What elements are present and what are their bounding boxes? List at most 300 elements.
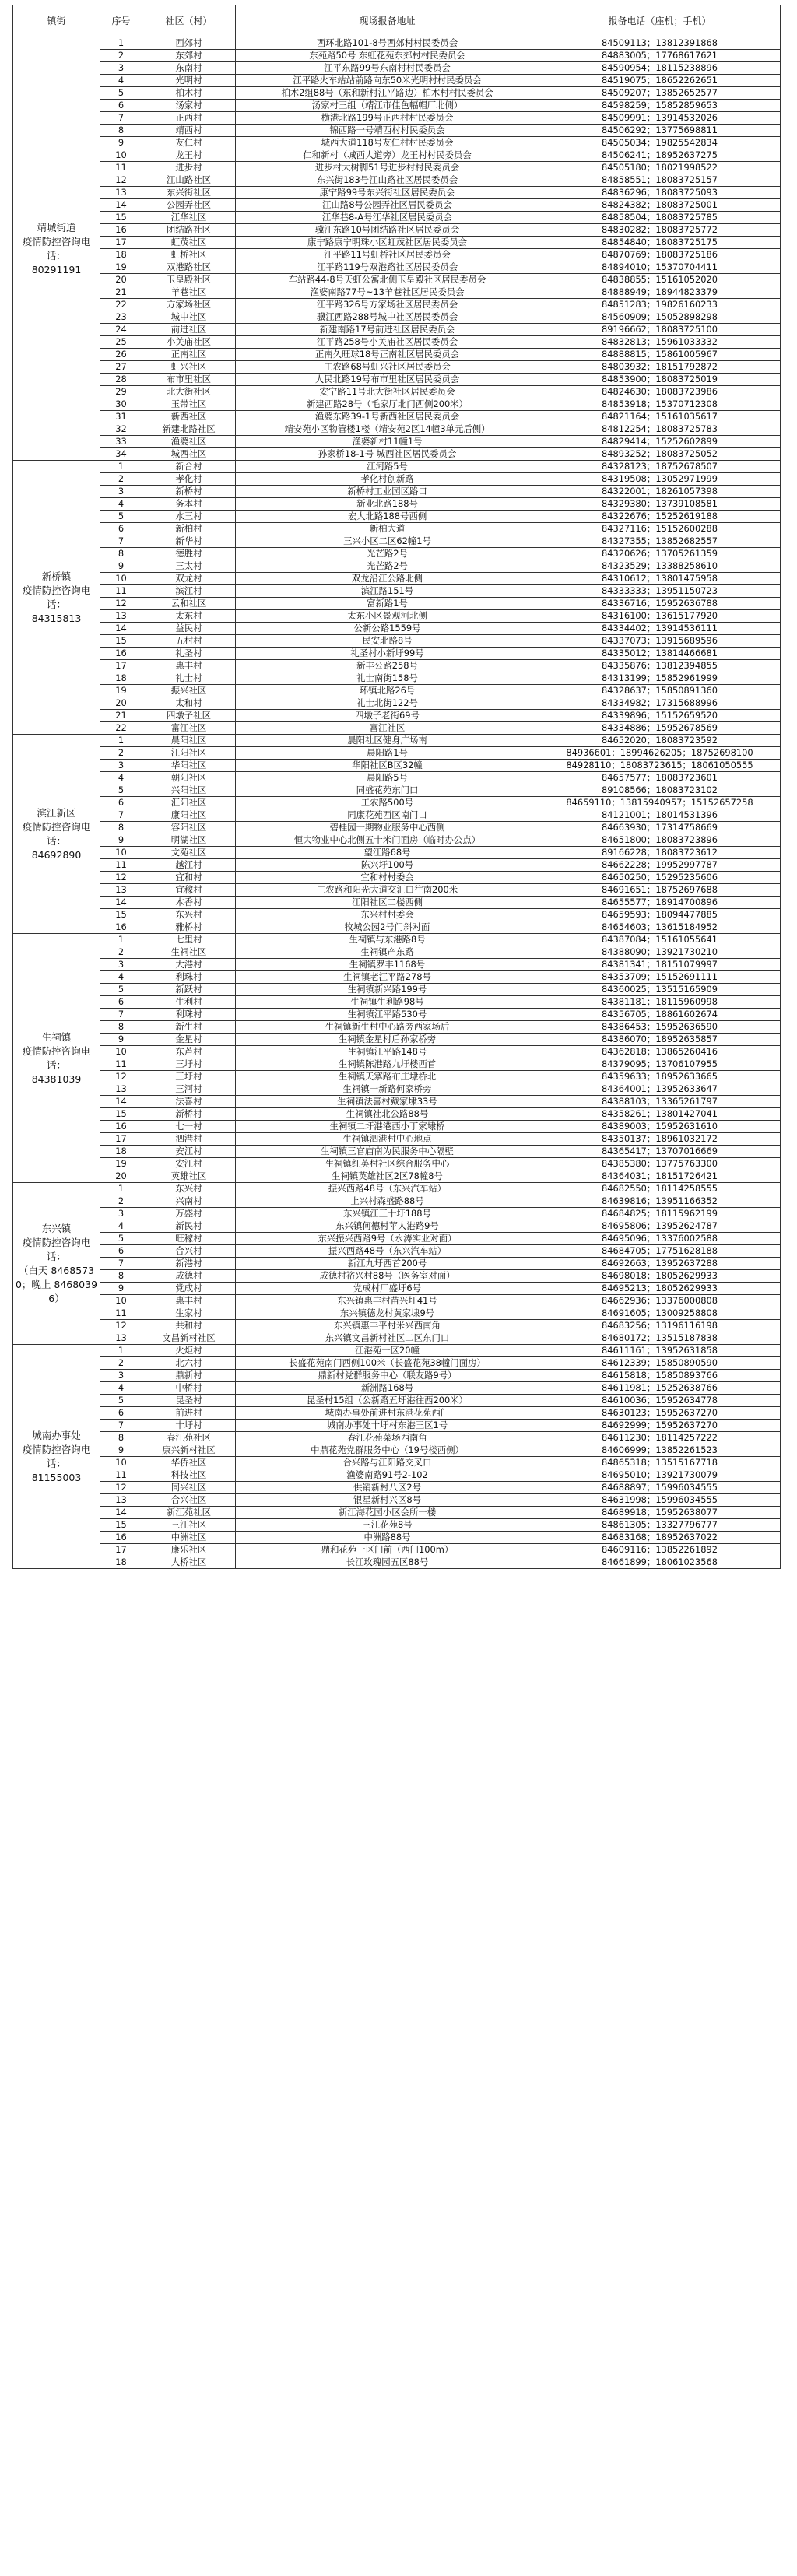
report-phone: 84858551；18083725157 <box>539 174 781 187</box>
report-address: 碧桂园一期物业服务中心西侧 <box>236 822 539 834</box>
report-address: 党成村厂盛圩6号 <box>236 1283 539 1295</box>
community-name: 小关庙社区 <box>142 336 236 349</box>
row-number: 22 <box>100 722 142 735</box>
row-number: 16 <box>100 1121 142 1133</box>
row-number: 5 <box>100 1395 142 1407</box>
row-number: 32 <box>100 423 142 436</box>
report-address: 江平东路99号东南村村民委员会 <box>236 62 539 75</box>
report-address: 车站路44-8号天虹公寓北侧玉皇殿社区居民委员会 <box>236 274 539 286</box>
community-name: 布市里社区 <box>142 374 236 386</box>
row-number: 5 <box>100 1233 142 1245</box>
table-row <box>13 897 781 909</box>
report-phone: 84824382；18083725001 <box>539 199 781 212</box>
report-phone: 84888949；18944823379 <box>539 286 781 299</box>
report-address: 生祠镇新生村中心路旁西家场后 <box>236 1021 539 1034</box>
community-name: 城中社区 <box>142 311 236 324</box>
report-address: 新柏大道 <box>236 523 539 535</box>
table-row <box>13 822 781 834</box>
row-number: 3 <box>100 959 142 971</box>
report-address: 东兴镇德龙村黄家埭9号 <box>236 1307 539 1320</box>
table-row <box>13 473 781 486</box>
row-number: 13 <box>100 1332 142 1345</box>
row-number: 4 <box>100 498 142 511</box>
row-number: 11 <box>100 1307 142 1320</box>
row-number: 10 <box>100 847 142 859</box>
report-address: 昆圣村15组（公新路五圩港往西200米） <box>236 1395 539 1407</box>
report-phone: 84310612；13801475958 <box>539 573 781 585</box>
report-phone: 84611981；15252638766 <box>539 1382 781 1395</box>
report-address: 成德村裕兴村88号（医务室对面） <box>236 1270 539 1283</box>
community-name: 东芦村 <box>142 1046 236 1058</box>
report-phone: 84838855；15161052020 <box>539 274 781 286</box>
table-row <box>13 934 781 946</box>
report-address: 民安北路8号 <box>236 635 539 648</box>
report-phone: 84691651；18752697688 <box>539 884 781 897</box>
report-address: 礼士北街122号 <box>236 697 539 710</box>
table-row <box>13 946 781 959</box>
report-phone: 84812254；18083725783 <box>539 423 781 436</box>
row-number: 14 <box>100 623 142 635</box>
report-phone: 84322001；18261057398 <box>539 486 781 498</box>
report-address: 富新路1号 <box>236 598 539 610</box>
table-row <box>13 1382 781 1395</box>
community-name: 新柏村 <box>142 523 236 535</box>
community-name: 旺稼村 <box>142 1233 236 1245</box>
report-address: 宜和村村委会 <box>236 872 539 884</box>
report-address: 新丰公路258号 <box>236 660 539 672</box>
row-number: 8 <box>100 125 142 137</box>
report-phone: 84329380；13739108581 <box>539 498 781 511</box>
table-row <box>13 212 781 224</box>
row-number: 14 <box>100 1507 142 1519</box>
report-phone: 84519075；18652262651 <box>539 75 781 87</box>
community-name: 大桥社区 <box>142 1556 236 1569</box>
report-address: 望江路68号 <box>236 847 539 859</box>
report-phone: 84695096；13376002588 <box>539 1233 781 1245</box>
report-phone: 84883005；17768617621 <box>539 50 781 62</box>
community-name: 北大街社区 <box>142 386 236 398</box>
row-number: 25 <box>100 336 142 349</box>
row-number: 23 <box>100 311 142 324</box>
report-address: 供销新村八区2号 <box>236 1482 539 1494</box>
report-address: 工农路和阳光大道交汇口往南200米 <box>236 884 539 897</box>
report-address: 康宁路康宁明珠小区虹茂社区居民委员会 <box>236 237 539 249</box>
row-number: 17 <box>100 1133 142 1146</box>
table-row <box>13 1146 781 1158</box>
community-name: 利珠村 <box>142 971 236 984</box>
report-address: 江华巷8-A号江华社区居民委员会 <box>236 212 539 224</box>
table-row <box>13 1556 781 1569</box>
community-name: 泗港村 <box>142 1133 236 1146</box>
report-phone: 84893252；18083725052 <box>539 448 781 461</box>
report-address: 东兴镇文昌新村社区二区东门口 <box>236 1332 539 1345</box>
report-phone: 84661899；18061023568 <box>539 1556 781 1569</box>
community-name: 双龙村 <box>142 573 236 585</box>
row-number: 12 <box>100 1482 142 1494</box>
row-number: 12 <box>100 598 142 610</box>
community-name: 十圩村 <box>142 1420 236 1432</box>
table-row <box>13 498 781 511</box>
row-number: 7 <box>100 112 142 125</box>
table-row <box>13 324 781 336</box>
report-phone: 84680172；13515187838 <box>539 1332 781 1345</box>
row-number: 5 <box>100 87 142 100</box>
report-address: 江平路火车站站前路向东50米光明村村民委员会 <box>236 75 539 87</box>
report-phone: 84662936；13376000808 <box>539 1295 781 1307</box>
table-row <box>13 1295 781 1307</box>
town-cell: 滨江新区 疫情防控咨询电话： 84692890 <box>13 735 100 934</box>
report-phone: 84358261；13801427041 <box>539 1108 781 1121</box>
community-name: 三圩村 <box>142 1058 236 1071</box>
report-phone: 84328637；15850891360 <box>539 685 781 697</box>
report-phone: 89108566；18083723102 <box>539 784 781 797</box>
table-row <box>13 635 781 648</box>
report-address: 双龙沿江公路北侧 <box>236 573 539 585</box>
row-number: 30 <box>100 398 142 411</box>
community-name: 康兴新村社区 <box>142 1444 236 1457</box>
community-name: 七一村 <box>142 1121 236 1133</box>
header-community: 社区（村） <box>142 5 236 37</box>
report-address: 锦西路一号靖西村村民委员会 <box>236 125 539 137</box>
report-address: 新业北路188号 <box>236 498 539 511</box>
community-name: 中洲社区 <box>142 1532 236 1544</box>
table-row <box>13 772 781 784</box>
report-phone: 84639816；13951166352 <box>539 1195 781 1208</box>
table-row <box>13 1432 781 1444</box>
table-row <box>13 511 781 523</box>
community-name: 文昌新村社区 <box>142 1332 236 1345</box>
row-number: 17 <box>100 1544 142 1556</box>
table-row <box>13 249 781 261</box>
table-row <box>13 349 781 361</box>
report-address: 生祠镇与东港路8号 <box>236 934 539 946</box>
table-row <box>13 834 781 847</box>
report-phone: 84631998；15996034555 <box>539 1494 781 1507</box>
table-row <box>13 909 781 921</box>
community-name: 文苑社区 <box>142 847 236 859</box>
report-address: 汤家村三组（靖江市佳色幅帽厂北侧） <box>236 100 539 112</box>
community-name: 汤家村 <box>142 100 236 112</box>
report-phone: 84611161；13952631858 <box>539 1345 781 1357</box>
report-address: 礼圣村小新圩99号 <box>236 648 539 660</box>
report-address: 生祠镇新兴路199号 <box>236 984 539 996</box>
report-address: 新江九圩西首200号 <box>236 1258 539 1270</box>
community-name: 五村村 <box>142 635 236 648</box>
report-address: 人民北路19号布市里社区居民委员会 <box>236 374 539 386</box>
community-name: 生祠社区 <box>142 946 236 959</box>
report-phone: 84830282；18083725772 <box>539 224 781 237</box>
row-number: 16 <box>100 921 142 934</box>
row-number: 8 <box>100 1270 142 1283</box>
report-phone: 84505034；19825542834 <box>539 137 781 149</box>
report-phone: 84381341；18151079997 <box>539 959 781 971</box>
report-phone: 84611230；18114257222 <box>539 1432 781 1444</box>
report-phone: 84316100；13615177920 <box>539 610 781 623</box>
report-phone: 84381181；18115960998 <box>539 996 781 1009</box>
report-address: 生祠镇江平路530号 <box>236 1009 539 1021</box>
table-row <box>13 884 781 897</box>
table-row <box>13 648 781 660</box>
row-number: 13 <box>100 187 142 199</box>
report-phone: 84360025；13515165909 <box>539 984 781 996</box>
report-phone: 84386070；18952635857 <box>539 1034 781 1046</box>
table-row <box>13 261 781 274</box>
report-phone: 89196662；18083725100 <box>539 324 781 336</box>
report-phone: 84683256；13196116198 <box>539 1320 781 1332</box>
report-address: 东兴村村委会 <box>236 909 539 921</box>
table-row <box>13 1320 781 1332</box>
report-phone: 84663930；17314758669 <box>539 822 781 834</box>
table-row <box>13 1258 781 1270</box>
report-phone: 84650250；15295235606 <box>539 872 781 884</box>
report-address: 生祠镇陈港路九圩楼西首 <box>236 1058 539 1071</box>
row-number: 14 <box>100 1096 142 1108</box>
community-name: 安江村 <box>142 1158 236 1170</box>
community-name: 公园弄社区 <box>142 199 236 212</box>
table-row <box>13 784 781 797</box>
row-number: 6 <box>100 797 142 809</box>
community-name: 虹茂社区 <box>142 237 236 249</box>
town-cell: 东兴镇 疫情防控咨询电话： （白天 84685730；晚上 84680396） <box>13 1183 100 1345</box>
community-name: 新合村 <box>142 461 236 473</box>
report-phone: 84609116；13852261892 <box>539 1544 781 1556</box>
row-number: 1 <box>100 1345 142 1357</box>
community-name: 兴阳社区 <box>142 784 236 797</box>
report-phone: 84695010；13921730079 <box>539 1469 781 1482</box>
community-name: 共和村 <box>142 1320 236 1332</box>
table-row <box>13 187 781 199</box>
town-cell: 城南办事处 疫情防控咨询电话： 81155003 <box>13 1345 100 1569</box>
report-phone: 84865318；13515167718 <box>539 1457 781 1469</box>
table-row <box>13 1158 781 1170</box>
community-name: 东兴村 <box>142 909 236 921</box>
table-row <box>13 660 781 672</box>
community-name: 生利村 <box>142 996 236 1009</box>
report-phone: 84327116；15152600288 <box>539 523 781 535</box>
header-town: 镇街 <box>13 5 100 37</box>
report-address: 生祠镇泗港村中心地点 <box>236 1133 539 1146</box>
report-address: 新建西路28号（毛家厅北门西侧200米） <box>236 398 539 411</box>
report-address: 孝化村创新路 <box>236 473 539 486</box>
report-phone: 84854840；18083725175 <box>539 237 781 249</box>
report-address: 江平路326号方家场社区居民委员会 <box>236 299 539 311</box>
report-phone: 84334402；13914536111 <box>539 623 781 635</box>
report-phone: 84121001；18014531396 <box>539 809 781 822</box>
table-row <box>13 461 781 473</box>
community-name: 四墩子社区 <box>142 710 236 722</box>
row-number: 14 <box>100 897 142 909</box>
table-row <box>13 162 781 174</box>
report-phone: 84630123；15952637270 <box>539 1407 781 1420</box>
report-address: 生祠镇金星村后孙家桥旁 <box>236 1034 539 1046</box>
report-phone: 84313199；15852961999 <box>539 672 781 685</box>
report-phone: 84829414；15252602899 <box>539 436 781 448</box>
community-name: 三江社区 <box>142 1519 236 1532</box>
community-name: 礼士村 <box>142 672 236 685</box>
table-row <box>13 174 781 187</box>
report-address: 东兴街183号江山路社区居民委员会 <box>236 174 539 187</box>
row-number: 5 <box>100 511 142 523</box>
row-number: 29 <box>100 386 142 398</box>
report-address: 光芒路2号 <box>236 560 539 573</box>
row-number: 31 <box>100 411 142 423</box>
community-name: 宜和村 <box>142 872 236 884</box>
row-number: 1 <box>100 1183 142 1195</box>
table-row <box>13 1332 781 1345</box>
table-row <box>13 610 781 623</box>
table-row <box>13 971 781 984</box>
community-name: 渔婆社区 <box>142 436 236 448</box>
row-number: 15 <box>100 635 142 648</box>
report-address: 礼士南街158号 <box>236 672 539 685</box>
row-number: 1 <box>100 934 142 946</box>
report-address: 陈兴圩100号 <box>236 859 539 872</box>
row-number: 6 <box>100 1407 142 1420</box>
report-phone: 84359633；18952633665 <box>539 1071 781 1083</box>
community-name: 雅桥村 <box>142 921 236 934</box>
table-row <box>13 1195 781 1208</box>
community-name: 新生村 <box>142 1021 236 1034</box>
community-name: 春江苑社区 <box>142 1432 236 1444</box>
report-address: 太东小区景观河北侧 <box>236 610 539 623</box>
row-number: 7 <box>100 1009 142 1021</box>
table-row <box>13 1133 781 1146</box>
row-number: 15 <box>100 1519 142 1532</box>
community-name: 利珠村 <box>142 1009 236 1021</box>
report-address: 银星新村兴区8号 <box>236 1494 539 1507</box>
community-name: 晨阳社区 <box>142 735 236 747</box>
report-phone: 84328123；18752678507 <box>539 461 781 473</box>
community-name: 振兴社区 <box>142 685 236 697</box>
report-address: 晨阳路5号 <box>236 772 539 784</box>
report-phone: 84350137；18961032172 <box>539 1133 781 1146</box>
row-number: 26 <box>100 349 142 361</box>
report-phone: 84851283；19826160233 <box>539 299 781 311</box>
row-number: 14 <box>100 199 142 212</box>
report-address: 安宁路11号北大街社区居民委员会 <box>236 386 539 398</box>
report-address: 上兴村森盛路88号 <box>236 1195 539 1208</box>
report-phone: 84379095；13706107955 <box>539 1058 781 1071</box>
report-phone: 84388090；13921730210 <box>539 946 781 959</box>
row-number: 9 <box>100 560 142 573</box>
report-phone: 84333333；13951150723 <box>539 585 781 598</box>
table-row <box>13 224 781 237</box>
report-phone: 84509991；13914532026 <box>539 112 781 125</box>
table-row <box>13 1083 781 1096</box>
community-name: 进步村 <box>142 162 236 174</box>
row-number: 8 <box>100 548 142 560</box>
report-phone: 84659110；13815940957；15152657258 <box>539 797 781 809</box>
community-name: 新跃村 <box>142 984 236 996</box>
report-phone: 84652020；18083723592 <box>539 735 781 747</box>
report-phone: 84364001；13952633647 <box>539 1083 781 1096</box>
report-address: 光芒路2号 <box>236 548 539 560</box>
row-number: 3 <box>100 760 142 772</box>
table-row <box>13 1507 781 1519</box>
header-phone: 报备电话（座机；手机） <box>539 5 781 37</box>
report-address: 牧城公园2号门斜对面 <box>236 921 539 934</box>
community-name: 江山路社区 <box>142 174 236 187</box>
row-number: 16 <box>100 648 142 660</box>
row-number: 12 <box>100 1071 142 1083</box>
report-address: 骥江西路288号城中社区居民委员会 <box>236 311 539 324</box>
community-name: 兴南村 <box>142 1195 236 1208</box>
row-number: 21 <box>100 710 142 722</box>
header-address: 现场报备地址 <box>236 5 539 37</box>
table-row <box>13 1395 781 1407</box>
report-address: 生祠镇英雄社区2区78幢8号 <box>236 1170 539 1183</box>
table-row <box>13 1370 781 1382</box>
row-number: 11 <box>100 162 142 174</box>
community-name: 新桥村 <box>142 486 236 498</box>
report-phone: 84832813；15961033332 <box>539 336 781 349</box>
table-row <box>13 809 781 822</box>
community-name: 前进村 <box>142 1407 236 1420</box>
table-row <box>13 398 781 411</box>
report-phone: 84657577；18083723601 <box>539 772 781 784</box>
table-row <box>13 1009 781 1021</box>
row-number: 21 <box>100 286 142 299</box>
report-phone: 84861305；13327796777 <box>539 1519 781 1532</box>
table-row <box>13 1108 781 1121</box>
table-row <box>13 685 781 697</box>
report-address: 城南办事处十圩村东港三区1号 <box>236 1420 539 1432</box>
report-phone: 84356705；18861602674 <box>539 1009 781 1021</box>
report-address: 生祠镇法喜村戴家埭33号 <box>236 1096 539 1108</box>
report-phone: 84389003；15952631610 <box>539 1121 781 1133</box>
row-number: 10 <box>100 1295 142 1307</box>
community-name: 大港村 <box>142 959 236 971</box>
table-row <box>13 585 781 598</box>
report-address: 生祠镇红英村社区综合服务中心 <box>236 1158 539 1170</box>
row-number: 12 <box>100 872 142 884</box>
report-address: 孙家桥18-1号 城西社区居民委员会 <box>236 448 539 461</box>
table-row <box>13 1482 781 1494</box>
report-address: 振兴西路48号（东兴汽车站） <box>236 1183 539 1195</box>
report-address: 中洲路88号 <box>236 1532 539 1544</box>
table-row <box>13 299 781 311</box>
report-phone: 84662228；19952997787 <box>539 859 781 872</box>
row-number: 3 <box>100 62 142 75</box>
row-number: 9 <box>100 137 142 149</box>
report-address: 骥江东路10号团结路社区居民委员会 <box>236 224 539 237</box>
row-number: 9 <box>100 1283 142 1295</box>
community-name: 双港路社区 <box>142 261 236 274</box>
row-number: 10 <box>100 573 142 585</box>
community-name: 昆圣村 <box>142 1395 236 1407</box>
table-row <box>13 336 781 349</box>
community-name: 党成村 <box>142 1283 236 1295</box>
row-number: 9 <box>100 834 142 847</box>
community-name: 同兴社区 <box>142 1482 236 1494</box>
report-address: 东兴镇惠丰平村米兴西南角 <box>236 1320 539 1332</box>
report-address: 江阳社区二楼西侧 <box>236 897 539 909</box>
table-row <box>13 274 781 286</box>
table-row <box>13 535 781 548</box>
community-name: 友仁村 <box>142 137 236 149</box>
table-row <box>13 1469 781 1482</box>
community-name: 新建北路社区 <box>142 423 236 436</box>
report-phone: 84691605；13009258808 <box>539 1307 781 1320</box>
community-name: 新民村 <box>142 1220 236 1233</box>
row-number: 7 <box>100 1420 142 1432</box>
community-name: 富江社区 <box>142 722 236 735</box>
table-row <box>13 747 781 760</box>
report-phone: 84853918；15370712308 <box>539 398 781 411</box>
report-address: 生祠镇老江平路278号 <box>236 971 539 984</box>
row-number: 20 <box>100 1170 142 1183</box>
table-row <box>13 37 781 50</box>
